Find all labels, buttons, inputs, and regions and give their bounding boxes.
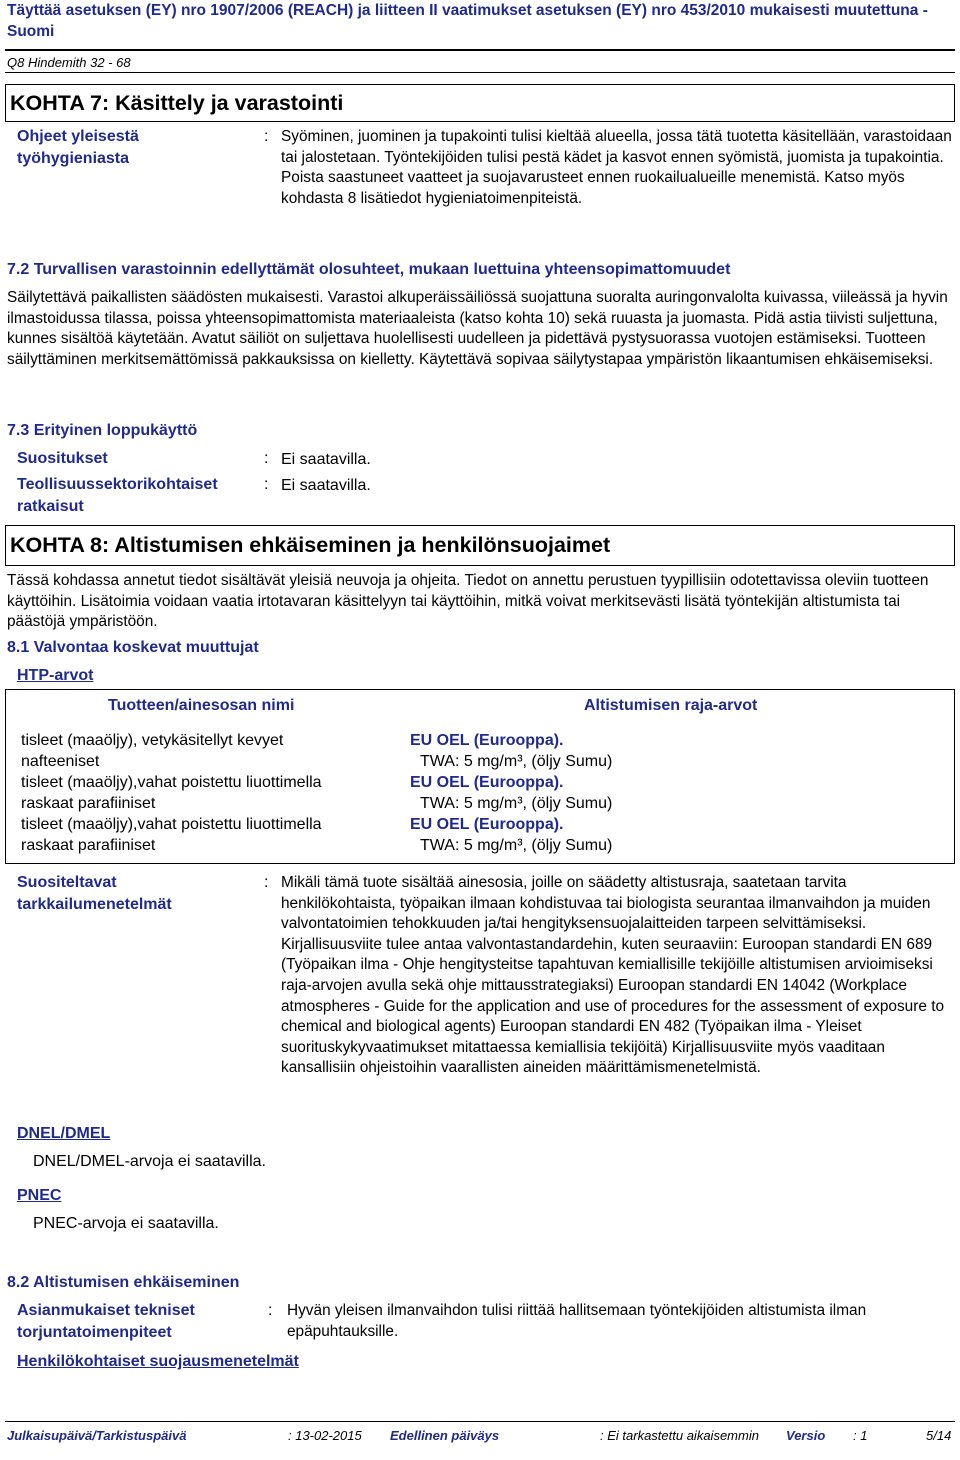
dnel-label: DNEL/DMEL [17, 1125, 111, 1142]
table-row [410, 730, 950, 772]
document-header-title: Täyttää asetuksen (EY) nro 1907/2006 (REACH) ja liitteen II vaatimukset asetuksen (EY) nro 453/2010 mukaisesti muutettuna - Suomi [7, 2, 928, 40]
hygiene-label: Ohjeet yleisestä työhygieniasta [17, 128, 139, 167]
section-7-title: KOHTA 7: Käsittely ja varastointi [5, 84, 955, 122]
substance-name: nafteeniset [21, 753, 100, 770]
section-7-2-text: Säilytettävä paikallisten säädösten mukaisesti. Varastoi alkuperäissäiliössä suojattuna suoralta auringonvalolta kuivassa, viileässä ja hyvin ilmastoidussa tilassa, poissa yhteensopimattomista materiaaleista (katso kohta 10) sekä ruuasta ja juomasta. Pidä astia tiivisti suljettuna, kunnes sisältöä käytetään. Avatut säiliöt on suljettava huolellisesti uudelleen ja pidettävä pystysuorassa vuotojen estämiseksi. Tuotteen säilyttäminen merkitsemättömissä pakkauksissa on kielletty. Käytettävä sopivaa säilytystapaa ympäristön likaantumisen ehkäisemiseksi. [7, 289, 948, 368]
footer-prev-label: Edellinen päiväys [390, 1428, 500, 1443]
header-divider-2 [5, 72, 955, 73]
section-8-title: KOHTA 8: Altistumisen ehkäiseminen ja henkilönsuojaimet [5, 525, 955, 566]
oel-source: EU OEL (Eurooppa). [410, 816, 564, 833]
footer-date-label: Julkaisupäivä/Tarkistuspäivä [7, 1428, 187, 1443]
table-header-name: Tuotteen/ainesosan nimi [108, 697, 295, 714]
colon: : [264, 874, 269, 891]
oel-source: EU OEL (Eurooppa). [410, 732, 564, 749]
footer-page-number: 5/14 [926, 1428, 952, 1443]
footer-date-value: : 13-02-2015 [288, 1428, 362, 1443]
footer-divider [5, 1421, 955, 1422]
htp-label: HTP-arvot [17, 667, 94, 684]
footer-version-label: Versio [786, 1428, 826, 1443]
table-row [410, 772, 950, 814]
technical-text: Hyvän yleisen ilmanvaihdon tulisi riittää hallitsemaan työntekijöiden altistumista ilman epäpuhtauksille. [287, 1302, 867, 1340]
industry-value: Ei saatavilla. [281, 477, 371, 494]
dnel-text: DNEL/DMEL-arvoja ei saatavilla. [33, 1153, 266, 1170]
colon: : [268, 1302, 273, 1319]
table-row [21, 730, 391, 772]
monitoring-text: Mikäli tämä tuote sisältää ainesosia, joille on säädetty altistusraja, saatetaan tarvita henkilökohtaista, työpaikan ilmaan kohdistuvaa tai biologista seurantaa ilmanvaihdon ja muiden valvontatoimien tehokkuuden ja/tai hengityksensuojalaitteiden tarpeen selvittämiseksi. Kirjallisuusviite tulee antaa valvontastandardehin, kuten seuraaviin: Euroopan standardi EN 689 (Työpaikan ilma - Ohje hengitysteitse tapahtuvan kemiallisille tekijöille altistumisen arvioimiseksi raja-arvojen avulla sekä ohje mittausstrategiaksi) Euroopan standardi EN 14042 (Workplace atmospheres - Guide for the application and use of procedures for the assessment of exposure to chemical and biological agents) Euroopan standardi EN 482 (Työpaikan ilma - Yleiset suorituskykyvaatimukset mitattaessa kemiallisia tekijöitä) Kirjallisuusviite myös vaaditaan kansallisiin ohjeistoihin vaarallisten aineiden määrittämismenetelmistä. [281, 874, 945, 1077]
footer-version-value: : 1 [853, 1428, 868, 1443]
product-name: Q8 Hindemith 32 - 68 [7, 55, 131, 70]
section-7-2-title: 7.2 Turvallisen varastoinnin edellyttämät olosuhteet, mukaan luettuina yhteensopimattomuudet [7, 261, 731, 278]
personal-protection-label: Henkilökohtaiset suojausmenetelmät [17, 1353, 299, 1370]
section-7-3-title: 7.3 Erityinen loppukäyttö [7, 422, 198, 439]
table-limits-column [410, 730, 950, 856]
oel-source: EU OEL (Eurooppa). [410, 774, 564, 791]
colon: : [264, 128, 269, 145]
pnec-text: PNEC-arvoja ei saatavilla. [33, 1215, 219, 1232]
table-row [410, 814, 950, 856]
twa-value: TWA: 5 mg/m³, (öljy Sumu) [420, 837, 613, 854]
header-divider [5, 49, 955, 51]
industry-label: Teollisuussektorikohtaiset ratkaisut [17, 476, 218, 515]
substance-name: raskaat parafiiniset [21, 795, 156, 812]
section-8-2-title: 8.2 Altistumisen ehkäiseminen [7, 1274, 240, 1291]
section-8-intro: Tässä kohdassa annetut tiedot sisältävät yleisiä neuvoja ja ohjeita. Tiedot on annettu perustuen tyypillisiin odotettavissa oleviin tuotteen käyttöihin. Lisätoimia voidaan vaatia irtotavaran käsittelyyn tai käyttöihin, mitkä voivat merkitsevästi lisätä työntekijän altistumista tai päästöjä ympäristöön. [7, 572, 929, 631]
substance-name: tisleet (maaöljy),vahat poistettu liuottimella [21, 774, 322, 791]
colon: : [264, 450, 269, 467]
twa-value: TWA: 5 mg/m³, (öljy Sumu) [420, 753, 613, 770]
substance-name: tisleet (maaöljy),vahat poistettu liuottimella [21, 816, 322, 833]
table-row [21, 814, 391, 856]
table-header-limits: Altistumisen raja-arvot [584, 697, 758, 714]
recommendations-label: Suositukset [17, 450, 108, 467]
table-names-column [21, 730, 391, 856]
monitoring-label: Suositeltavat tarkkailumenetelmät [17, 874, 172, 913]
recommendations-value: Ei saatavilla. [281, 451, 371, 468]
footer-prev-value: : Ei tarkastettu aikaisemmin [600, 1428, 759, 1443]
hygiene-text: Syöminen, juominen ja tupakointi tulisi kieltää alueella, jossa tätä tuotetta käsitellään, varastoidaan tai jalostetaan. Työntekijöiden tulisi pestä kädet ja kasvot ennen syömistä, juomista ja tupakointia. Poista saastuneet vaatteet ja suojavarusteet ennen ruokailualueille menemistä. Katso myös kohdasta 8 lisätiedot hygieniatoimenpiteistä. [281, 128, 952, 207]
twa-value: TWA: 5 mg/m³, (öljy Sumu) [420, 795, 613, 812]
section-8-1-title: 8.1 Valvontaa koskevat muuttujat [7, 639, 259, 656]
pnec-label: PNEC [17, 1187, 62, 1204]
substance-name: raskaat parafiiniset [21, 837, 156, 854]
colon: : [264, 476, 269, 493]
table-row [21, 772, 391, 814]
substance-name: tisleet (maaöljy), vetykäsitellyt kevyet [21, 732, 284, 749]
technical-label: Asianmukaiset tekniset torjuntatoimenpiteet [17, 1302, 195, 1341]
